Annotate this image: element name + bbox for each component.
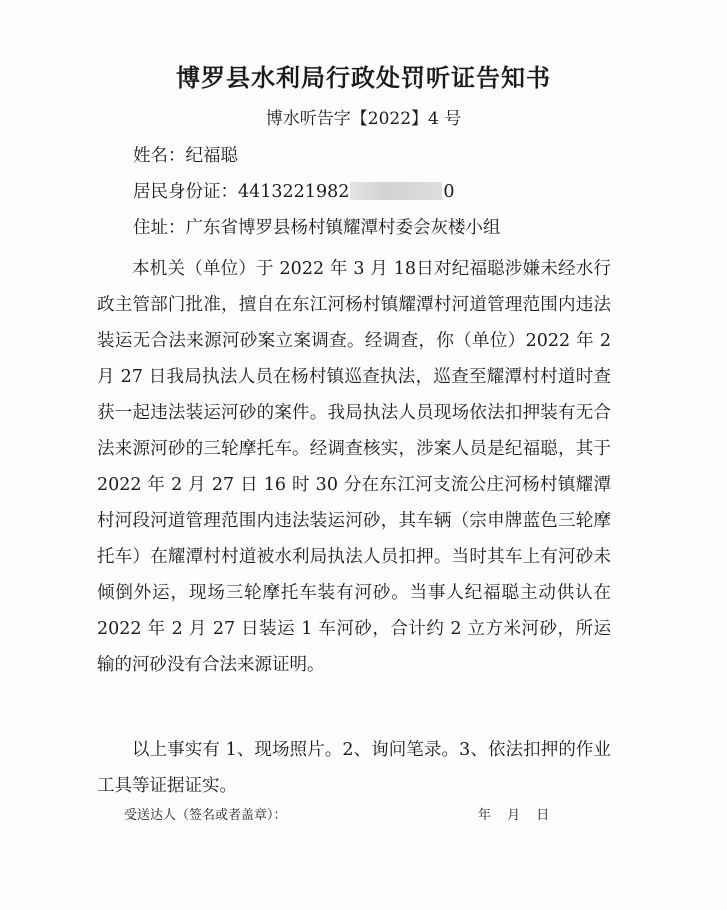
facts-paragraph: 本机关（单位）于 2022 年 3 月 18日对纪福聪涉嫌未经水行政主管部门批准，擅自在东江河杨村镇耀潭村河道管理范围内违法装运无合法来源河砂案立案调查。经调查，你（单位）2022 年 2 月 27 日我局执法人员在杨村镇巡查执法，巡查至耀潭村村道时查获一起违法装运河砂的案件。我局执法人员现场依法扣押装有无合法来源河砂的三轮摩托车。经调查核实，涉案人员是纪福聪，其于 2022 年 2 月 27 日 16 时 30 分在东江河支流公庄河杨村镇耀潭村河段河道管理范围内违法装运河砂，其车辆（宗申牌蓝色三轮摩托车）在耀潭村村道被水利局执法人员扣押。当时其车上有河砂未倾倒外运，现场三轮摩托车装有河砂。当事人纪福聪主动供认在 2022 年 2 月 27 日装运 1 车河砂，合计约 2 立方米河砂，所运输的河砂没有合法来源证明。 [97,259,611,675]
recipient-signature-label: 受送达人（签名或者盖章）： [124,808,287,823]
document-title: 博罗县水利局行政处罚听证告知书 [176,63,551,92]
redaction-block [350,182,442,200]
date-label: 年 月 日 [478,808,550,823]
evidence-paragraph: 以上事实有 1、现场照片。2、询问笔录。3、依法扣押的作业工具等证据证实。 [97,740,611,796]
id-field [133,178,454,203]
name-value: 纪福聪 [185,146,238,166]
id-suffix: 0 [443,182,455,202]
name-label: 姓名： [133,146,186,166]
address-field [133,214,501,239]
address-value: 广东省博罗县杨村镇耀潭村委会灰楼小组 [185,218,501,238]
document-number: 博水听告字【2022】4 号 [265,109,462,129]
id-prefix: 4413221982 [238,182,350,202]
address-label: 住址： [133,218,186,238]
name-field [133,142,238,167]
id-label: 居民身份证： [133,182,238,202]
